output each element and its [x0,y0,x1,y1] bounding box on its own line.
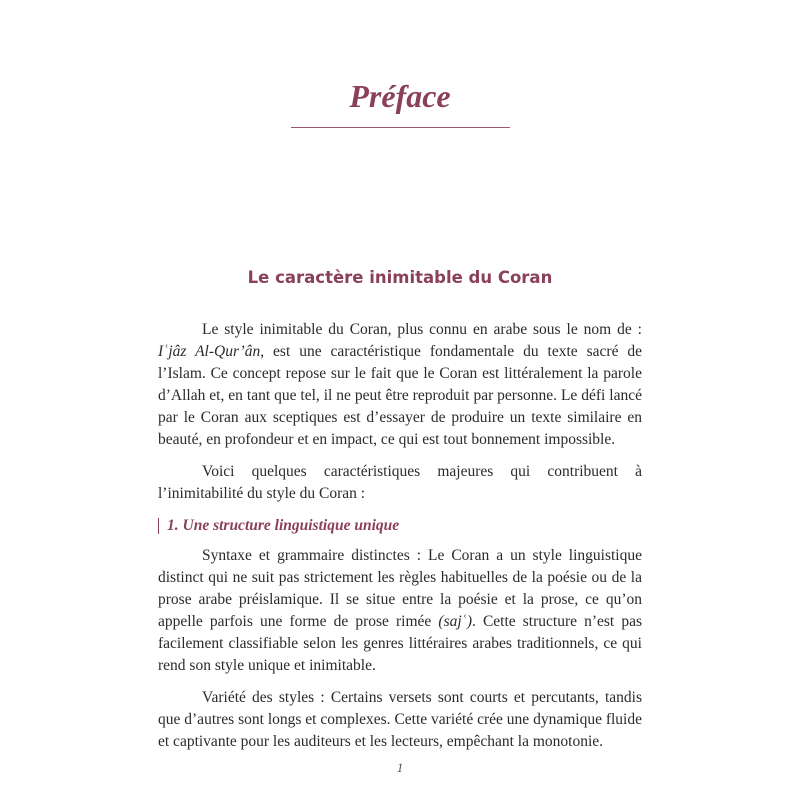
arabic-term: Iʿjâz Al-Qur’ân [158,343,261,360]
text-run: . Cette structure n’est pas facilement classifiable selon les genres littéraires arabes traditionnels, ce qui rend son style unique et inimitable. [158,613,643,674]
text-run: , est une caractéristique fondamentale du texte sacré de l’Islam. Ce concept repose sur le fait que le Coran est littéralement la parole d’Allah et, en tant que tel, il ne peut être reproduit par personne. Le défi lancé par le Coran aux sceptiques est d’essayer de produire un texte similaire en beauté, en profondeur et en impact, ce qui est tout bonnement impossible. [158,343,643,448]
section-heading: Le caractère inimitable du Coran [247,268,553,287]
text-run: Le style inimitable du Coran, plus connu en arabe sous le nom de : [202,321,642,338]
subsection-heading-text: 1. Une structure linguistique unique [167,517,400,534]
page-title: Préface [349,78,451,114]
subsection-heading [158,515,642,537]
page-number: 1 [396,760,404,775]
heading-bar [158,518,159,534]
arabic-term: (sajʿ) [438,613,472,630]
subsection-paragraph-1 [158,545,642,677]
intro-paragraph-1 [158,319,642,451]
body-text [158,319,642,763]
subsection-paragraph-2: Variété des styles : Certains versets sont courts et percutants, tandis que d’autres sont longs et complexes. Cette variété crée une dynamique fluide et captivante pour les auditeurs et les lecteurs, empêchant la monotonie. [158,689,642,750]
intro-paragraph-2: Voici quelques caractéristiques majeures qui contribuent à l’inimitabilité du style du Coran : [158,463,642,502]
text-run: Syntaxe et grammaire distinctes : Le Coran a un style linguistique distinct qui ne suit pas strictement les règles habituelles de la poésie ou de la prose arabe préislamique. Il se situe entre la poésie et la prose, ce qu’on appelle parfois une forme de prose rimée [158,547,642,630]
title-underline [291,127,510,128]
